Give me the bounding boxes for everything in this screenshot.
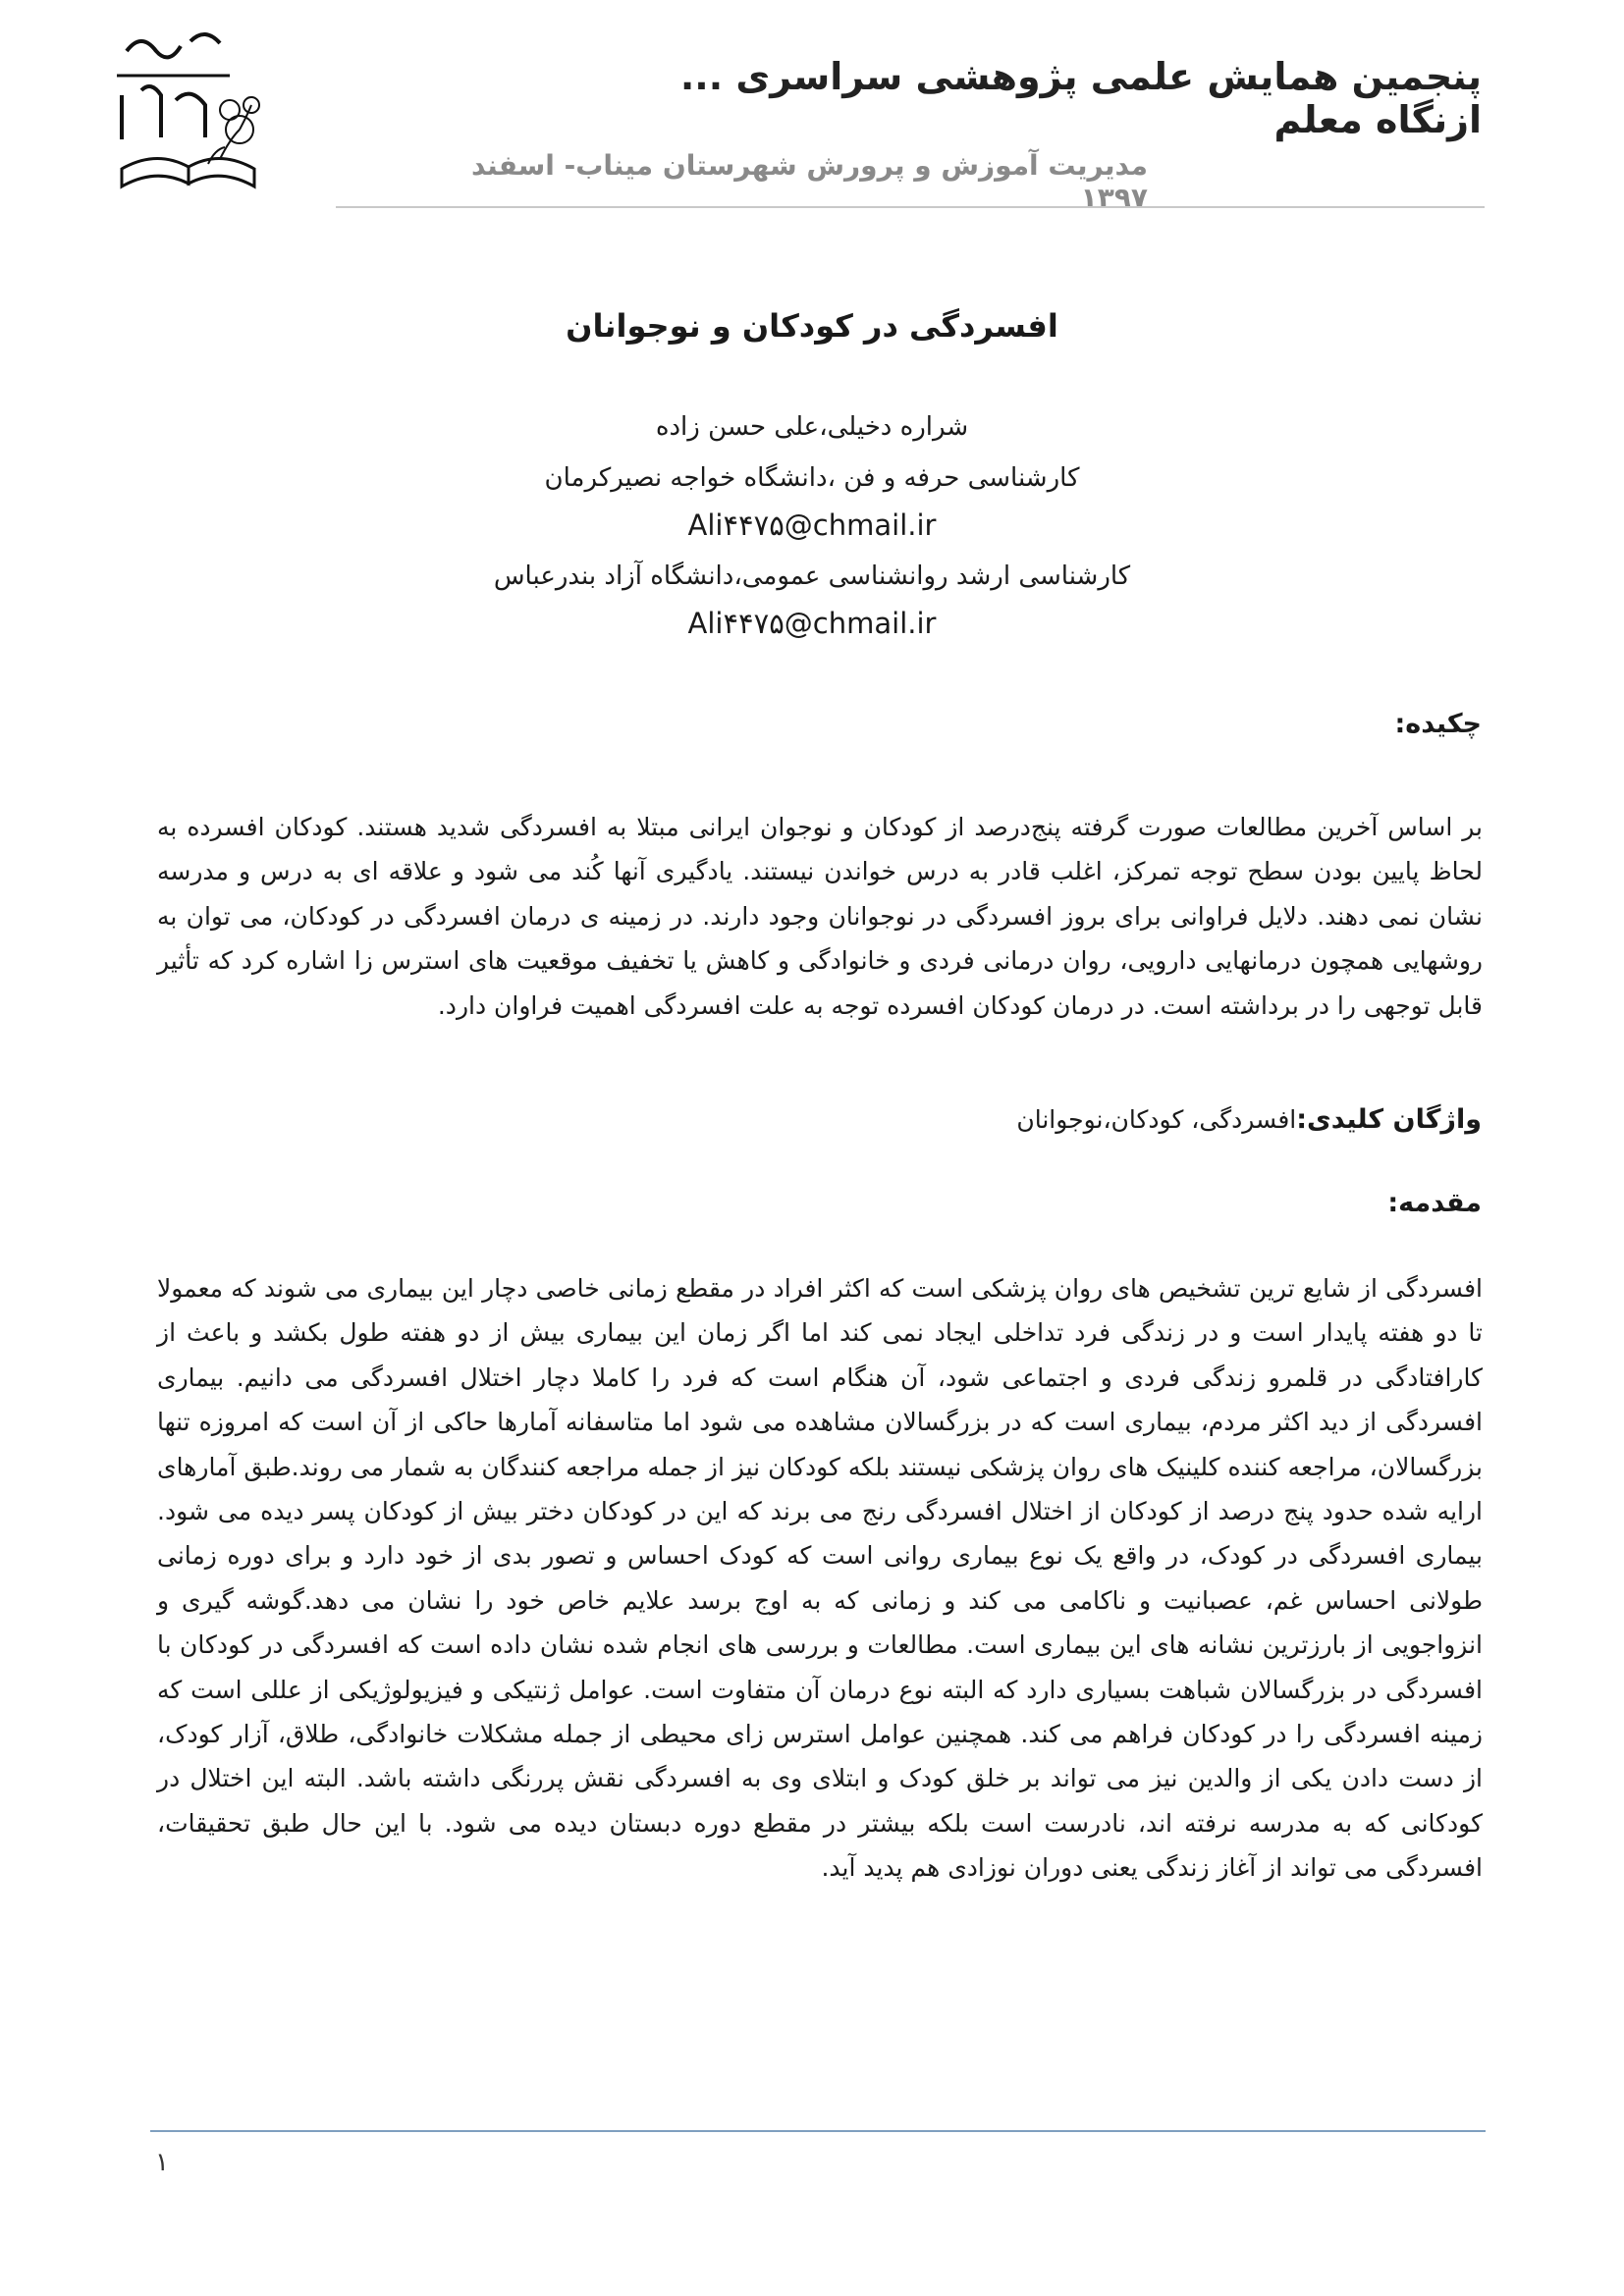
keywords-label: واژگان کلیدی:	[1296, 1104, 1482, 1135]
email-2: Ali۴۴۷۵@chmail.ir	[687, 607, 937, 640]
keywords-value: افسردگی، کودکان،نوجوانان	[1016, 1105, 1297, 1134]
header-divider	[336, 206, 1485, 208]
affiliation-2: کارشناسی ارشد روانشناسی عمومی،دانشگاه آزاد بندرعباس	[493, 561, 1131, 591]
conference-subtitle: مدیریت آموزش و پرورش شهرستان میناب- اسفند ۱۳۹۷	[471, 149, 1148, 214]
author-names: شراره دخیلی،علی حسن زاده	[655, 412, 969, 442]
logo-icon	[82, 22, 298, 218]
page-number: ۱	[155, 2148, 169, 2177]
footer-divider	[150, 2130, 1486, 2132]
affiliation-1: کارشناسی حرفه و فن ،دانشگاه خواجه نصیرکرمان	[544, 463, 1080, 493]
introduction-text: افسردگی از شایع ترین تشخیص های روان پزشکی است که اکثر افراد در مقطع زمانی خاصی دچار این بیماری می شوند که معمولا تا دو هفته پایدار است و در زندگی فرد تداخلی ایجاد نمی کند اما اگر زمان این بیماری بیش از دو هفته طول بکشد و باعث از کارافتادگی در قلمرو زندگی فردی و اجتماعی شود، آن هنگام است که فرد را کاملا دچار اختلال افسردگی می دانیم. بیماری افسردگی از دید اکثر مردم، بیماری است که در بزرگسالان مشاهده می شود اما متاسفانه آمارها حاکی از آن است که امروزه تنها بزرگسالان، مراجعه کننده کلینیک های روان پزشکی نیستند بلکه کودکان نیز از جمله مراجعه کنندگان به شمار می روند.طبق آمارهای ارایه شده حدود پنج درصد از کودکان از اختلال افسردگی رنج می برند که این در کودکان دختر بیش از کودکان پسر دیده می شود. بیماری افسردگی در کودک، در واقع یک نوع بیماری روانی است که کودک احساس و تصور بدی از خود دارد و برای دوره زمانی طولانی احساس غم، عصبانیت و ناکامی می کند و زمانی که به اوج برسد علایم خاص خود را نشان می دهد.گوشه گیری و انزواجویی از بارزترین نشانه های این بیماری است. مطالعات و بررسی های انجام شده نشان داده است که افسردگی در کودکان با افسردگی در بزرگسالان شباهت بسیاری دارد که البته نوع درمان آن متفاوت است. عوامل ژنتیکی و فیزیولوژیکی از عللی است که زمینه افسردگی را در کودکان فراهم می کند. همچنین عوامل استرس زای محیطی از جمله مشکلات خانوادگی، طلاق، آزار کودک، از دست دادن یکی از والدین نیز می تواند بر خلق کودک و ابتلای وی به افسردگی نقش پررنگی داشته باشد. البته این اختلال در کودکانی که به مدرسه نرفته اند، نادرست است بلکه بیشتر در مقطع دوره دبستان دیده می شود. با این حال طبق تحقیقات، افسردگی می تواند از آغاز زندگی یعنی دوران نوزادی هم پدید آید.	[157, 1274, 1483, 1883]
email-1: Ali۴۴۷۵@chmail.ir	[687, 508, 937, 542]
abstract-heading: چکیده:	[1394, 709, 1482, 739]
paper-title: افسردگی در کودکان و نوجوانان	[566, 307, 1058, 345]
introduction-heading: مقدمه:	[1387, 1188, 1482, 1218]
conference-logo	[82, 22, 298, 218]
abstract-text: بر اساس آخرین مطالعات صورت گرفته پنج‌درصد از کودکان و نوجوان ایرانی مبتلا به افسردگی شدید هستند. کودکان افسرده به لحاظ پایین بودن سطح توجه تمرکز، اغلب قادر به درس خواندن نیستند. یادگیری آنها کُند می شود و علاقه ای به درس و مدرسه نشان نمی دهند. دلایل فراوانی برای بروز افسردگی در نوجوانان وجود دارند. در زمینه ی درمان افسردگی در کودکان، می توان به روشهایی همچون درمانهایی دارویی، روان درمانی فردی و خانوادگی و کاهش یا تخفیف موقعیت های استرس زا اشاره کرد که تأثیر قابل توجهی را در برداشته است. در درمان کودکان افسرده توجه به علت افسردگی اهمیت فراوان دارد.	[157, 813, 1483, 1020]
keywords-line	[205, 1104, 1482, 1135]
conference-title: پنجمین همایش علمی پژوهشی سراسری ... ازنگاه معلم	[679, 55, 1482, 141]
